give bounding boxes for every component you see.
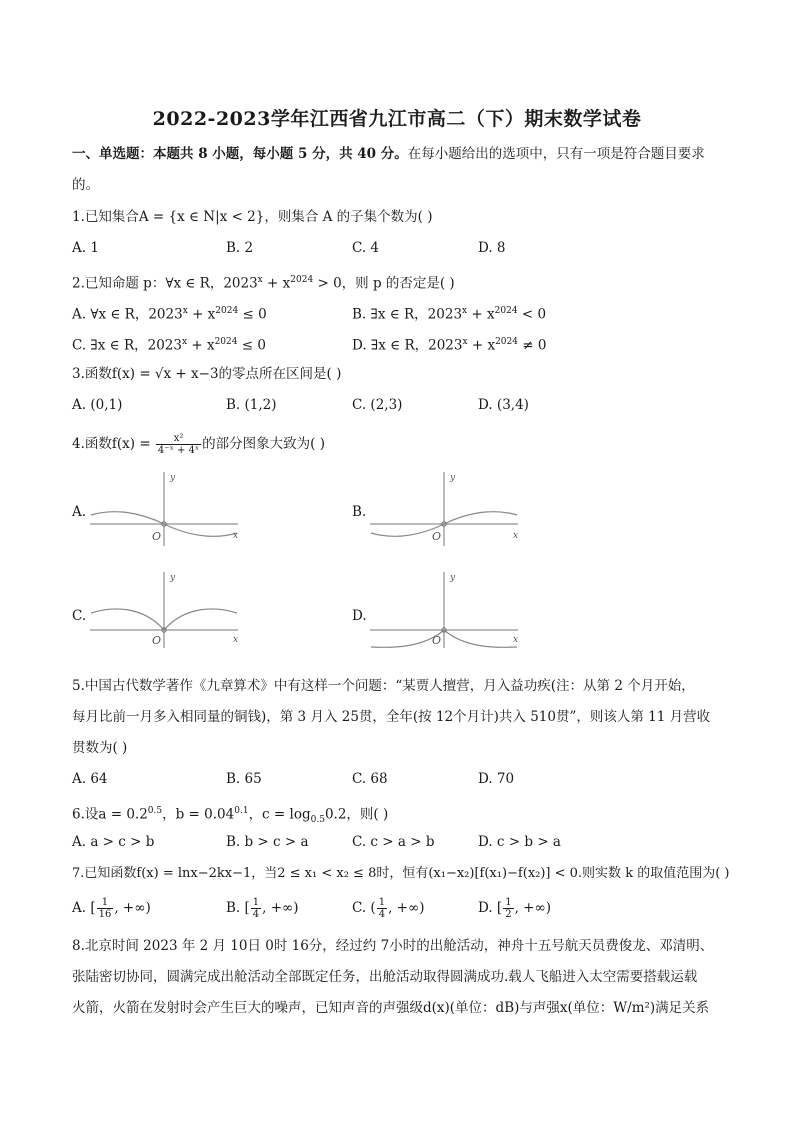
q4-label-a: A.: [72, 504, 87, 520]
q2-stem-b: + x: [262, 275, 291, 292]
q2-option-c: [72, 332, 266, 356]
q6-stem: [72, 801, 388, 830]
graph-b-origin: O: [432, 530, 442, 543]
q7-a-den: 16: [98, 909, 112, 920]
q2-a-plus: + x: [187, 306, 216, 323]
q7-a-frac: [97, 897, 114, 920]
q7-c-num: 1: [378, 897, 386, 908]
q4-den: 4⁻ˣ + 4ˣ: [157, 445, 200, 456]
q4-stem: [72, 430, 325, 458]
q7-d-den: 2: [505, 909, 512, 920]
q2-exp-2024: 2024: [290, 275, 314, 285]
q2-a-exp-x: x: [182, 306, 188, 316]
q3-option-a: A. (0,1): [72, 397, 123, 413]
graph-b-x-label: x: [513, 531, 519, 541]
q7-option-d: [478, 895, 551, 921]
q2-b-tail: < 0: [517, 306, 547, 323]
q7-b-tail: , +∞): [262, 900, 299, 916]
q7-c-den: 4: [378, 909, 386, 920]
q7-b-pre: B. [: [226, 900, 250, 916]
q1-option-a: A. 1: [72, 240, 99, 256]
q7-c-tail: , +∞): [388, 900, 425, 916]
q2-c-exp-x: x: [181, 337, 188, 347]
section-heading-line2: 的。: [72, 177, 99, 193]
q7-d-num: 1: [505, 897, 512, 908]
q6-exp-b: 0.1: [234, 806, 249, 816]
q2-option-d: [352, 332, 546, 356]
q6-sub-c: 0.5: [310, 815, 325, 826]
q2-a-exp-2024: 2024: [215, 306, 239, 316]
section-heading-rest: 在每小题给出的选项中，只有一项是符合题目要求: [407, 146, 705, 162]
q5-option-a: A. 64: [72, 771, 108, 787]
q4-graph-b: [368, 466, 528, 548]
q1-option-c: C. 4: [352, 240, 380, 256]
q2-d-exp-2024: 2024: [495, 337, 518, 347]
q6-stem-b: ，b = 0.04: [162, 806, 235, 823]
q7-d-pre: D. [: [478, 900, 503, 916]
q2-stem-c: > 0，则 p 的否定是( ): [313, 275, 455, 292]
section-heading: [72, 144, 705, 164]
q8-line2: 张陆密切协同，圆满完成出舱活动全部既定任务，出舱活动取得圆满成功.载人飞船进入太空需要搭载运载: [72, 969, 698, 985]
q7-option-a: [72, 895, 151, 921]
q2-c-tail: ≤ 0: [237, 337, 266, 354]
q5-option-d: D. 70: [478, 771, 515, 787]
q6-option-d: D. c > b > a: [478, 834, 561, 850]
q4-num: x²: [156, 433, 201, 445]
q6-stem-c: ，c = log: [248, 806, 311, 823]
q2-d-plus: + x: [467, 337, 496, 354]
q2-b-exp-x: x: [462, 306, 468, 316]
q3-option-d: D. (3,4): [478, 397, 529, 413]
q4-label-c: C.: [72, 608, 87, 624]
q4-label-b: B.: [352, 504, 367, 520]
q7-d-frac: [503, 897, 513, 920]
graph-c-origin: O: [152, 634, 162, 647]
q7-option-b: [226, 895, 299, 921]
graph-d-y-label: y: [450, 573, 456, 583]
q6-exp-a: 0.5: [147, 806, 163, 816]
q2-b-exp-2024: 2024: [494, 306, 518, 316]
q6-stem-a: 6.设a = 0.2: [72, 806, 148, 823]
q2-d-exp-x: x: [462, 337, 468, 347]
q7-stem: 7.已知函数f(x) = lnx−2kx−1，当2 ≤ x₁ < x₂ ≤ 8时，恒有(x₁−x₂)[f(x₁)−f(x₂)] < 0.则实数 k 的取值范围为( ): [72, 866, 730, 881]
q3-stem: 3.函数f(x) = √x + x−3的零点所在区间是( ): [72, 366, 342, 382]
page-title: 2022-2023学年江西省九江市高二（下）期末数学试卷: [152, 108, 642, 130]
q2-a-tail: ≤ 0: [238, 306, 267, 323]
graph-a-y-label: y: [170, 473, 176, 483]
q4-fraction: [156, 433, 201, 456]
q2-c-text: C. ∃x ∈ R，2023: [72, 337, 182, 354]
q7-c-frac: [377, 897, 387, 920]
graph-a-x-label: x: [233, 531, 239, 541]
q7-d-tail: , +∞): [514, 900, 551, 916]
q2-b-text: B. ∃x ∈ R，2023: [352, 306, 463, 323]
q4-graph-c: [88, 568, 248, 650]
q4-stem-a: 4.函数f(x) =: [72, 436, 155, 452]
q7-a-num: 1: [97, 897, 114, 909]
q1-option-b: B. 2: [226, 240, 254, 256]
q5-line3: 贯数为( ): [72, 740, 128, 756]
q5-line1: 5.中国古代数学著作《九章算术》中有这样一个问题：“某贾人擅营，月入益功疾(注：从第 2 个月开始，: [72, 678, 695, 694]
q2-c-plus: + x: [187, 337, 215, 354]
q4-label-d: D.: [352, 608, 367, 624]
q2-d-text: D. ∃x ∈ R，2023: [352, 337, 463, 354]
graph-d-origin: O: [432, 634, 442, 647]
q4-graph-d: [368, 568, 528, 650]
q6-option-a: A. a > c > b: [72, 834, 155, 850]
q2-exp-x: x: [257, 275, 263, 285]
graph-b-y-label: y: [450, 473, 456, 483]
graph-d-x-label: x: [513, 635, 519, 645]
q6-option-b: B. b > c > a: [226, 834, 309, 850]
q2-a-text: A. ∀x ∈ R，2023: [72, 306, 183, 323]
q7-option-c: [352, 895, 425, 921]
q4-stem-b: 的部分图象大致为( ): [202, 436, 325, 452]
section-heading-bold: 一、单选题：本题共 8 小题，每小题 5 分，共 40 分。: [72, 146, 408, 162]
q2-option-a: [72, 301, 267, 325]
q8-line1: 8.北京时间 2023 年 2 月 10日 0时 16分，经过约 7小时的出舱活动，神舟十五号航天员费俊龙、邓清明、: [72, 938, 714, 954]
q3-option-b: B. (1,2): [226, 397, 277, 413]
q2-stem-a: 2.已知命题 p：∀x ∈ R，2023: [72, 275, 258, 292]
q2-d-tail: ≠ 0: [517, 337, 547, 354]
q7-b-den: 4: [252, 909, 260, 920]
q7-b-frac: [251, 897, 261, 920]
q5-line2: 每月比前一月多入相同量的铜钱)，第 3 月入 25贯，全年(按 12个月计)共入 510贯”，则该人第 11 月营收: [72, 709, 711, 725]
q4-graph-a: [88, 466, 248, 548]
q5-option-b: B. 65: [226, 771, 262, 787]
q7-b-num: 1: [252, 897, 260, 908]
q2-c-exp-2024: 2024: [214, 337, 238, 347]
q1-stem: 1.已知集合A = {x ∈ N|x < 2}，则集合 A 的子集个数为( ): [72, 209, 433, 225]
q7-c-pre: C. (: [352, 900, 376, 916]
q8-line3: 火箭，火箭在发射时会产生巨大的噪声，已知声音的声强级d(x)(单位：dB)与声强x(单位：W/m²)满足关系: [72, 1000, 710, 1016]
q7-a-tail: , +∞): [114, 900, 151, 916]
q6-stem-d: 0.2，则( ): [324, 806, 389, 823]
q1-option-d: D. 8: [478, 240, 506, 256]
graph-c-x-label: x: [233, 635, 239, 645]
graph-c-y-label: y: [170, 573, 176, 583]
q3-option-c: C. (2,3): [352, 397, 403, 413]
q2-stem: [72, 270, 455, 294]
q6-option-c: C. c > a > b: [352, 834, 435, 850]
q7-a-pre: A. [: [72, 900, 96, 916]
graph-a-origin: O: [152, 530, 162, 543]
q2-b-plus: + x: [467, 306, 495, 323]
q5-option-c: C. 68: [352, 771, 388, 787]
q2-option-b: [352, 301, 546, 325]
